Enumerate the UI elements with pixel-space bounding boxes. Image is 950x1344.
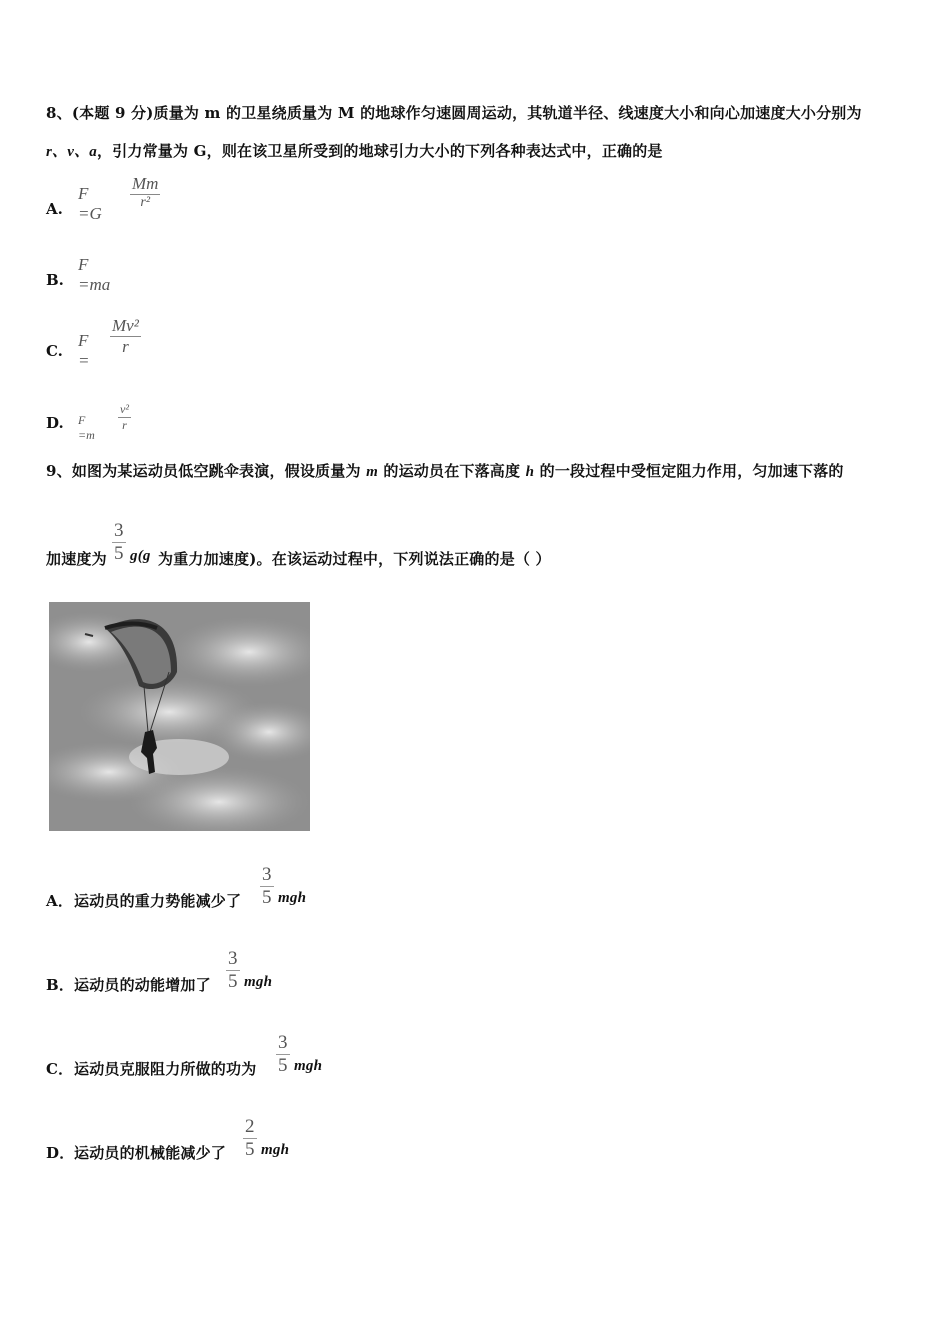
formula: F =ma xyxy=(78,255,111,294)
q8-line2 xyxy=(46,140,663,161)
option-unit: mgh xyxy=(244,974,273,990)
formula-lhs: F =G xyxy=(78,184,102,223)
numerator: 3 xyxy=(228,948,238,969)
numerator: 2 xyxy=(245,1116,255,1137)
option-label: C. xyxy=(46,342,63,360)
denominator: r xyxy=(118,417,131,433)
option-label: D. xyxy=(46,414,64,432)
q8-line1: 8、(本题 9 分)质量为 m 的卫星绕质量为 M 的地球作匀速圆周运动，其轨道半径、线速度大小和向心加速度大小分别为 xyxy=(46,104,862,122)
formula-fraction xyxy=(118,402,131,433)
formula-lhs: F =m xyxy=(78,413,95,442)
numerator: Mm xyxy=(132,174,159,193)
option-text: 运动员的动能增加了 xyxy=(74,976,211,994)
var-g: g(g xyxy=(130,548,151,564)
var-h: h xyxy=(525,464,535,480)
option-unit: mgh xyxy=(278,890,307,906)
denominator: 5 xyxy=(278,1055,288,1076)
fraction xyxy=(112,520,126,565)
q9-line1 xyxy=(46,460,844,481)
numerator: 3 xyxy=(278,1032,288,1053)
fraction xyxy=(260,864,274,909)
numerator: Mv² xyxy=(112,316,139,335)
q8-vars: r、v、a xyxy=(46,144,97,160)
option-unit: mgh xyxy=(261,1142,290,1158)
fraction xyxy=(243,1116,257,1161)
q9-text: 的运动员在下落高度 xyxy=(383,462,521,480)
option-label: C． xyxy=(46,1060,74,1078)
option-text: 运动员的机械能减少了 xyxy=(74,1144,227,1162)
q9-text: 为重力加速度)。在该运动过程中，下列说法正确的是（ ） xyxy=(158,550,551,568)
denominator: 5 xyxy=(245,1139,255,1160)
paraglider-photo xyxy=(49,602,310,831)
formula-lhs: F = xyxy=(78,331,90,370)
formula-fraction xyxy=(110,316,141,357)
option-label: B． xyxy=(46,976,75,994)
option-text: 运动员克服阻力所做的功为 xyxy=(74,1060,257,1078)
paraglider-photo-icon xyxy=(49,602,310,831)
numerator: 3 xyxy=(114,520,124,541)
denominator: 5 xyxy=(262,887,272,908)
q9-text: 的一段过程中受恒定阻力作用，匀加速下落的 xyxy=(539,462,844,480)
denominator: r xyxy=(110,336,141,357)
option-label: D． xyxy=(46,1144,75,1162)
numerator: 3 xyxy=(262,864,272,885)
option-text: 运动员的重力势能减少了 xyxy=(74,892,242,910)
q9-text: 9、如图为某运动员低空跳伞表演，假设质量为 xyxy=(46,462,361,480)
option-label: A． xyxy=(46,892,74,910)
option-label: B. xyxy=(46,271,64,289)
fraction xyxy=(276,1032,290,1077)
q8-line2-rest: ，引力常量为 G，则在该卫星所受到的地球引力大小的下列各种表达式中，正确的是 xyxy=(97,142,663,160)
option-unit: mgh xyxy=(294,1058,323,1074)
denominator: r² xyxy=(130,194,160,211)
numerator: v² xyxy=(120,402,129,416)
fraction xyxy=(226,948,240,993)
option-label: A. xyxy=(46,200,63,218)
denominator: 5 xyxy=(114,543,124,564)
denominator: 5 xyxy=(228,971,238,992)
q9-text: 加速度为 xyxy=(46,550,107,568)
formula-fraction xyxy=(130,174,160,211)
var-m: m xyxy=(366,464,378,480)
